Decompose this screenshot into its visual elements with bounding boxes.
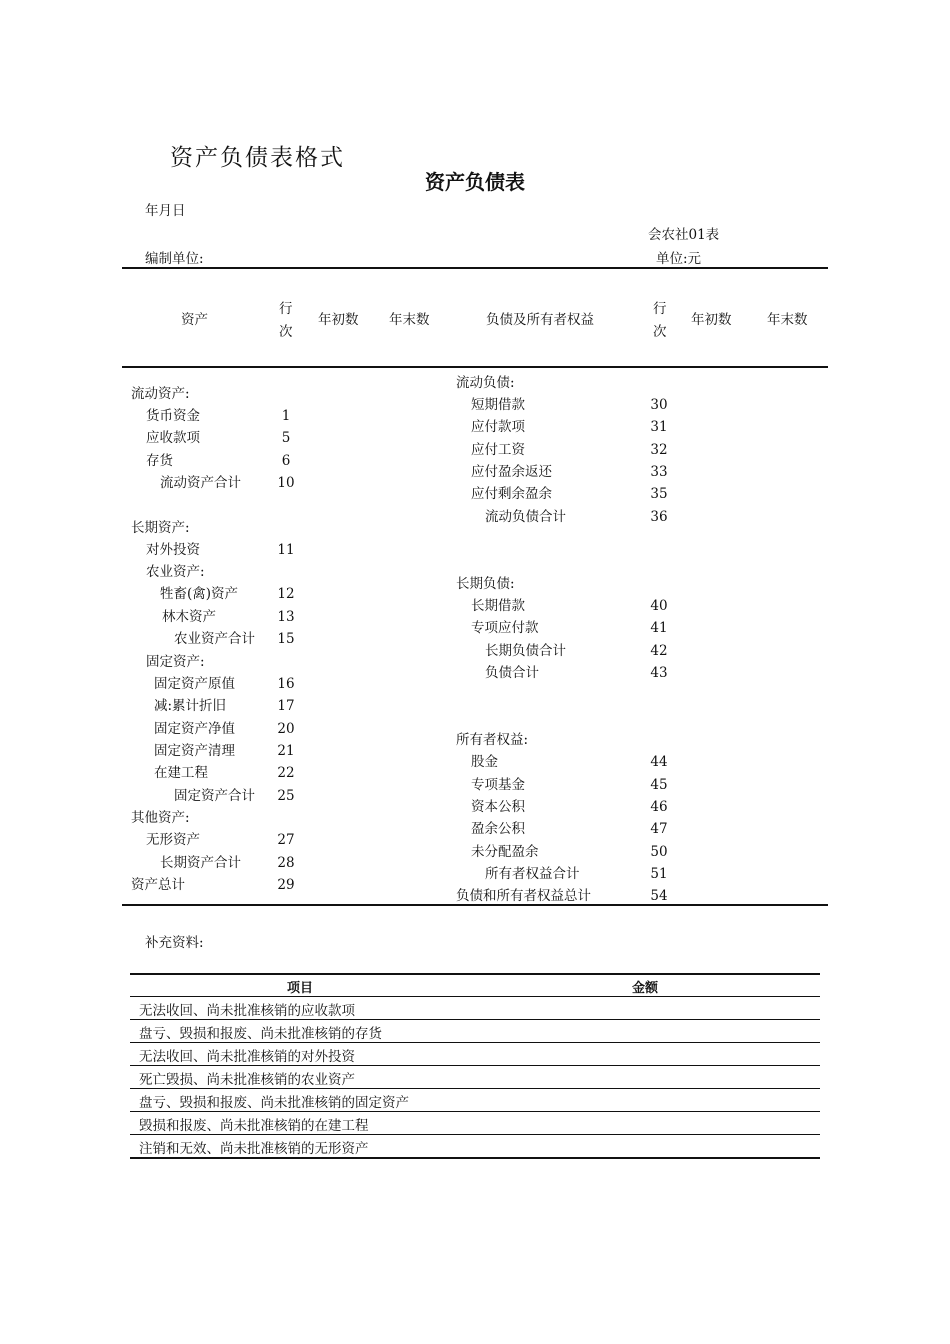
- liability-label: 盈余公积: [471, 821, 525, 837]
- liability-label: 应付盈余返还: [471, 464, 552, 480]
- supplementary-amount: [470, 1135, 820, 1159]
- supplementary-amount: [470, 1112, 820, 1135]
- supplementary-item: 无法收回、尚未批准核销的应收款项: [130, 997, 470, 1020]
- asset-label: 减:累计折旧: [154, 698, 227, 714]
- supplementary-amount: [470, 1043, 820, 1066]
- asset-label: 固定资产合计: [174, 788, 255, 804]
- liability-row-no: 40: [650, 598, 668, 614]
- asset-row-no: 20: [277, 721, 295, 737]
- liability-label: 负债和所有者权益总计: [456, 888, 591, 904]
- form-code: 会农社01表: [648, 227, 720, 243]
- liability-label: 专项应付款: [471, 620, 539, 636]
- date-label: 年月日: [145, 203, 186, 219]
- asset-row-no: 22: [277, 765, 295, 781]
- supplementary-table: [130, 973, 820, 1159]
- asset-label: 资产总计: [131, 877, 185, 893]
- supplementary-item: 注销和无效、尚未批准核销的无形资产: [130, 1135, 470, 1159]
- asset-label: 固定资产净值: [154, 721, 235, 737]
- header-row-no-2-right: 次: [653, 324, 667, 340]
- header-row-no-1: 行: [279, 301, 293, 317]
- table-row: [130, 1089, 820, 1112]
- supplementary-title: 补充资料:: [145, 935, 204, 951]
- table-row: [130, 997, 820, 1020]
- liability-row-no: 54: [650, 888, 668, 904]
- header-row-no-1-right: 行: [653, 301, 667, 317]
- unit-name-label: 编制单位:: [145, 251, 204, 267]
- asset-row-no: 17: [277, 698, 295, 714]
- supplementary-item: 死亡毁损、尚未批准核销的农业资产: [130, 1066, 470, 1089]
- table-top-rule: [122, 267, 828, 269]
- table-row: [130, 1043, 820, 1066]
- liability-row-no: 30: [650, 397, 668, 413]
- liability-label: 流动负债:: [456, 375, 515, 391]
- asset-label: 固定资产:: [146, 654, 205, 670]
- liability-row-no: 44: [650, 754, 668, 770]
- asset-row-no: 11: [277, 542, 295, 558]
- asset-row-no: 10: [277, 475, 295, 491]
- asset-row-no: 28: [277, 855, 295, 871]
- asset-label: 长期资产合计: [160, 855, 241, 871]
- asset-label: 对外投资: [146, 542, 200, 558]
- liability-label: 应付款项: [471, 419, 525, 435]
- supplementary-col-item: 项目: [130, 974, 470, 997]
- liability-row-no: 51: [650, 866, 668, 882]
- header-bottom-rule: [122, 366, 828, 368]
- header-liabilities: 负债及所有者权益: [486, 312, 594, 328]
- table-row: [130, 1112, 820, 1135]
- asset-row-no: 13: [277, 609, 295, 625]
- liability-label: 专项基金: [471, 777, 525, 793]
- asset-row-no: 6: [281, 453, 291, 469]
- table-row: [130, 1135, 820, 1159]
- asset-label: 林木资产: [162, 609, 216, 625]
- asset-label: 无形资产: [146, 832, 200, 848]
- supplementary-amount: [470, 1066, 820, 1089]
- asset-label: 货币资金: [146, 408, 200, 424]
- supplementary-col-amount: 金额: [470, 974, 820, 997]
- liability-row-no: 31: [650, 419, 668, 435]
- asset-label: 流动资产:: [131, 386, 190, 402]
- liability-label: 长期借款: [471, 598, 525, 614]
- header-opening-right: 年初数: [691, 312, 732, 328]
- table-row: [130, 1066, 820, 1089]
- liability-row-no: 50: [650, 844, 668, 860]
- liability-label: 所有者权益:: [456, 732, 529, 748]
- document-title: 资产负债表格式: [170, 145, 345, 171]
- supplementary-item: 毁损和报废、尚未批准核销的在建工程: [130, 1112, 470, 1135]
- header-closing: 年末数: [389, 312, 430, 328]
- header-closing-right: 年末数: [767, 312, 808, 328]
- liability-label: 长期负债:: [456, 576, 515, 592]
- asset-row-no: 16: [277, 676, 295, 692]
- asset-row-no: 29: [277, 877, 295, 893]
- liability-label: 资本公积: [471, 799, 525, 815]
- supplementary-item: 无法收回、尚未批准核销的对外投资: [130, 1043, 470, 1066]
- liability-label: 流动负债合计: [485, 509, 566, 525]
- liability-label: 所有者权益合计: [485, 866, 580, 882]
- supplementary-amount: [470, 997, 820, 1020]
- asset-label: 存货: [146, 453, 173, 469]
- asset-label: 牲畜(禽)资产: [160, 586, 239, 602]
- asset-row-no: 1: [281, 408, 291, 424]
- liability-label: 负债合计: [485, 665, 539, 681]
- liability-row-no: 42: [650, 643, 668, 659]
- liability-row-no: 41: [650, 620, 668, 636]
- supplementary-item: 盘亏、毁损和报废、尚未批准核销的固定资产: [130, 1089, 470, 1112]
- asset-row-no: 21: [277, 743, 295, 759]
- asset-label: 流动资产合计: [160, 475, 241, 491]
- asset-label: 其他资产:: [131, 810, 190, 826]
- asset-row-no: 15: [277, 631, 295, 647]
- liability-label: 应付工资: [471, 442, 525, 458]
- header-opening: 年初数: [318, 312, 359, 328]
- asset-row-no: 12: [277, 586, 295, 602]
- asset-label: 农业资产合计: [174, 631, 255, 647]
- liability-row-no: 36: [650, 509, 668, 525]
- table-bottom-rule: [122, 904, 828, 906]
- balance-sheet-title: 资产负债表: [425, 170, 525, 194]
- asset-label: 在建工程: [154, 765, 208, 781]
- liability-row-no: 43: [650, 665, 668, 681]
- liability-label: 未分配盈余: [471, 844, 539, 860]
- asset-row-no: 5: [281, 430, 291, 446]
- liability-row-no: 47: [650, 821, 668, 837]
- asset-label: 应收款项: [146, 430, 200, 446]
- asset-label: 长期资产:: [131, 520, 190, 536]
- asset-label: 固定资产清理: [154, 743, 235, 759]
- liability-row-no: 32: [650, 442, 668, 458]
- asset-label: 农业资产:: [146, 564, 205, 580]
- supplementary-amount: [470, 1020, 820, 1043]
- currency-label: 单位:元: [656, 251, 702, 267]
- liability-row-no: 46: [650, 799, 668, 815]
- liability-label: 短期借款: [471, 397, 525, 413]
- liability-label: 长期负债合计: [485, 643, 566, 659]
- liability-row-no: 35: [650, 486, 668, 502]
- header-row-no-2: 次: [279, 324, 293, 340]
- asset-row-no: 27: [277, 832, 295, 848]
- supplementary-amount: [470, 1089, 820, 1112]
- liability-label: 应付剩余盈余: [471, 486, 552, 502]
- liability-row-no: 45: [650, 777, 668, 793]
- table-row: [130, 1020, 820, 1043]
- header-assets: 资产: [181, 312, 208, 328]
- supplementary-item: 盘亏、毁损和报废、尚未批准核销的存货: [130, 1020, 470, 1043]
- liability-label: 股金: [471, 754, 498, 770]
- supplementary-header-row: [130, 974, 820, 997]
- asset-label: 固定资产原值: [154, 676, 235, 692]
- liability-row-no: 33: [650, 464, 668, 480]
- asset-row-no: 25: [277, 788, 295, 804]
